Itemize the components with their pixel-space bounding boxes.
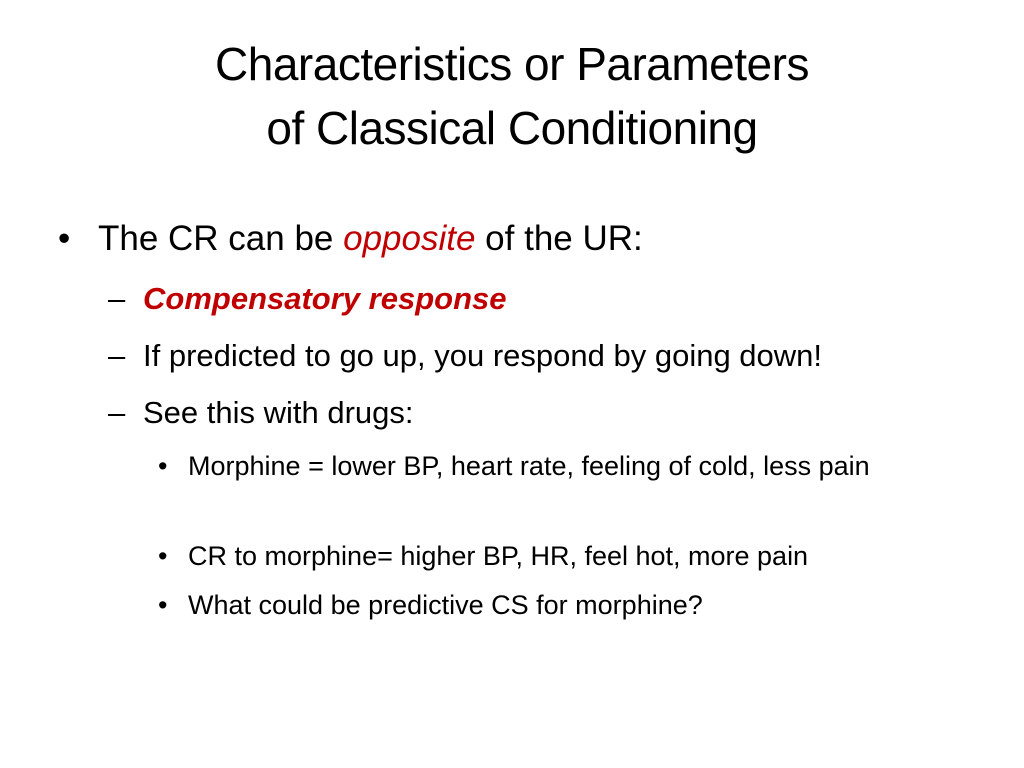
dash-icon: – (108, 338, 126, 373)
bullet-emphasis: opposite (343, 219, 476, 258)
sub-bullet-text: If predicted to go up, you respond by going down! (143, 338, 823, 373)
bullet-dot-icon: • (158, 541, 168, 571)
dash-icon: – (108, 395, 126, 430)
slide-title (0, 32, 1024, 160)
subsub-bullet-text: Morphine = lower BP, heart rate, feeling of cold, less pain (188, 451, 870, 481)
subsub-bullet-text: CR to morphine= higher BP, HR, feel hot, more pain (188, 541, 809, 571)
sub-bullet-text: Compensatory response (143, 281, 507, 316)
sub-bullet-text: See this with drugs: (143, 395, 414, 430)
title-line-2: of Classical Conditioning (266, 102, 758, 154)
bullet-prefix: The CR can be (98, 219, 344, 258)
subsub-bullet-text: What could be predictive CS for morphine? (188, 590, 703, 620)
bullet-suffix: of the UR: (475, 219, 643, 258)
bullet-text (98, 214, 643, 264)
dash-icon: – (108, 281, 126, 316)
bullet-dot-icon: • (158, 590, 168, 620)
bullet-dot-icon: • (58, 219, 71, 258)
title-line-1: Characteristics or Parameters (215, 38, 809, 90)
bullet-dot-icon: • (158, 451, 168, 481)
